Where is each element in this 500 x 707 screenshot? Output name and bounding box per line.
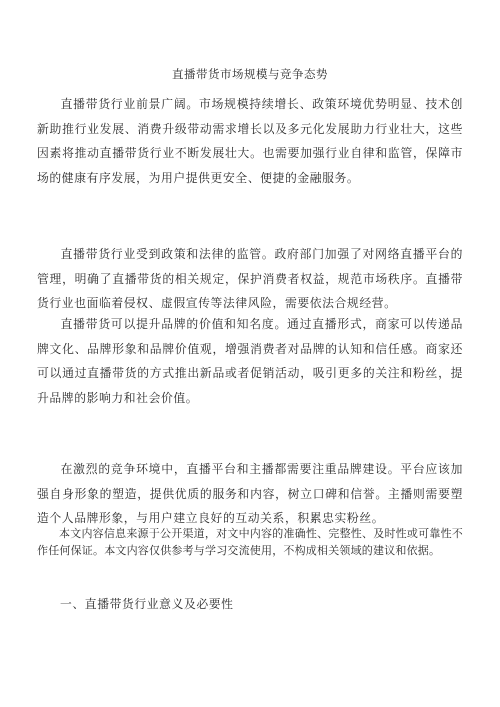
paragraph-brand-value: 直播带货可以提升品牌的价值和知名度。通过直播形式，商家可以传递品牌文化、品牌形象和品牌价值观，增强消费者对品牌的认知和信任感。商家还可以通过直播带货的方式推出新品或者促销活动，吸引更多的关注和粉丝，提升品牌的影响力和社会价值。 — [37, 317, 463, 405]
disclaimer-note: 本文内容信息来源于公开渠道，对文中内容的准确性、完整性、及时性或可靠性不作任何保证。本文内容仅供参考与学习交流使用，不构成相关领域的建议和依据。 — [37, 527, 463, 557]
paragraph-industry-outlook: 直播带货行业前景广阔。市场规模持续增长、政策环境优势明显、技术创新助推行业发展、消费升级带动需求增长以及多元化发展助力行业壮大，这些因素将推动直播带货行业不断发展壮大。也需要加强行业自律和监管，保障市场的健康有序发展，为用户提供更安全、便捷的金融服务。 — [37, 97, 463, 185]
paragraph-brand-building: 在激烈的竞争环境中，直播平台和主播都需要注重品牌建设。平台应该加强自身形象的塑造，提供优质的服务和内容，树立口碑和信誉。主播则需要塑造个人品牌形象，与用户建立良好的互动关系，积累忠实粉丝。 — [37, 462, 463, 525]
document-title: 直播带货市场规模与竞争态势 — [172, 67, 328, 81]
section-heading: 一、直播带货行业意义及必要性 — [60, 597, 234, 611]
paragraph-regulation: 直播带货行业受到政策和法律的监管。政府部门加强了对网络直播平台的管理，明确了直播带货的相关规定，保护消费者权益，规范市场秩序。直播带货行业也面临着侵权、虚假宣传等法律风险，需要依法合规经营。 — [37, 247, 463, 310]
